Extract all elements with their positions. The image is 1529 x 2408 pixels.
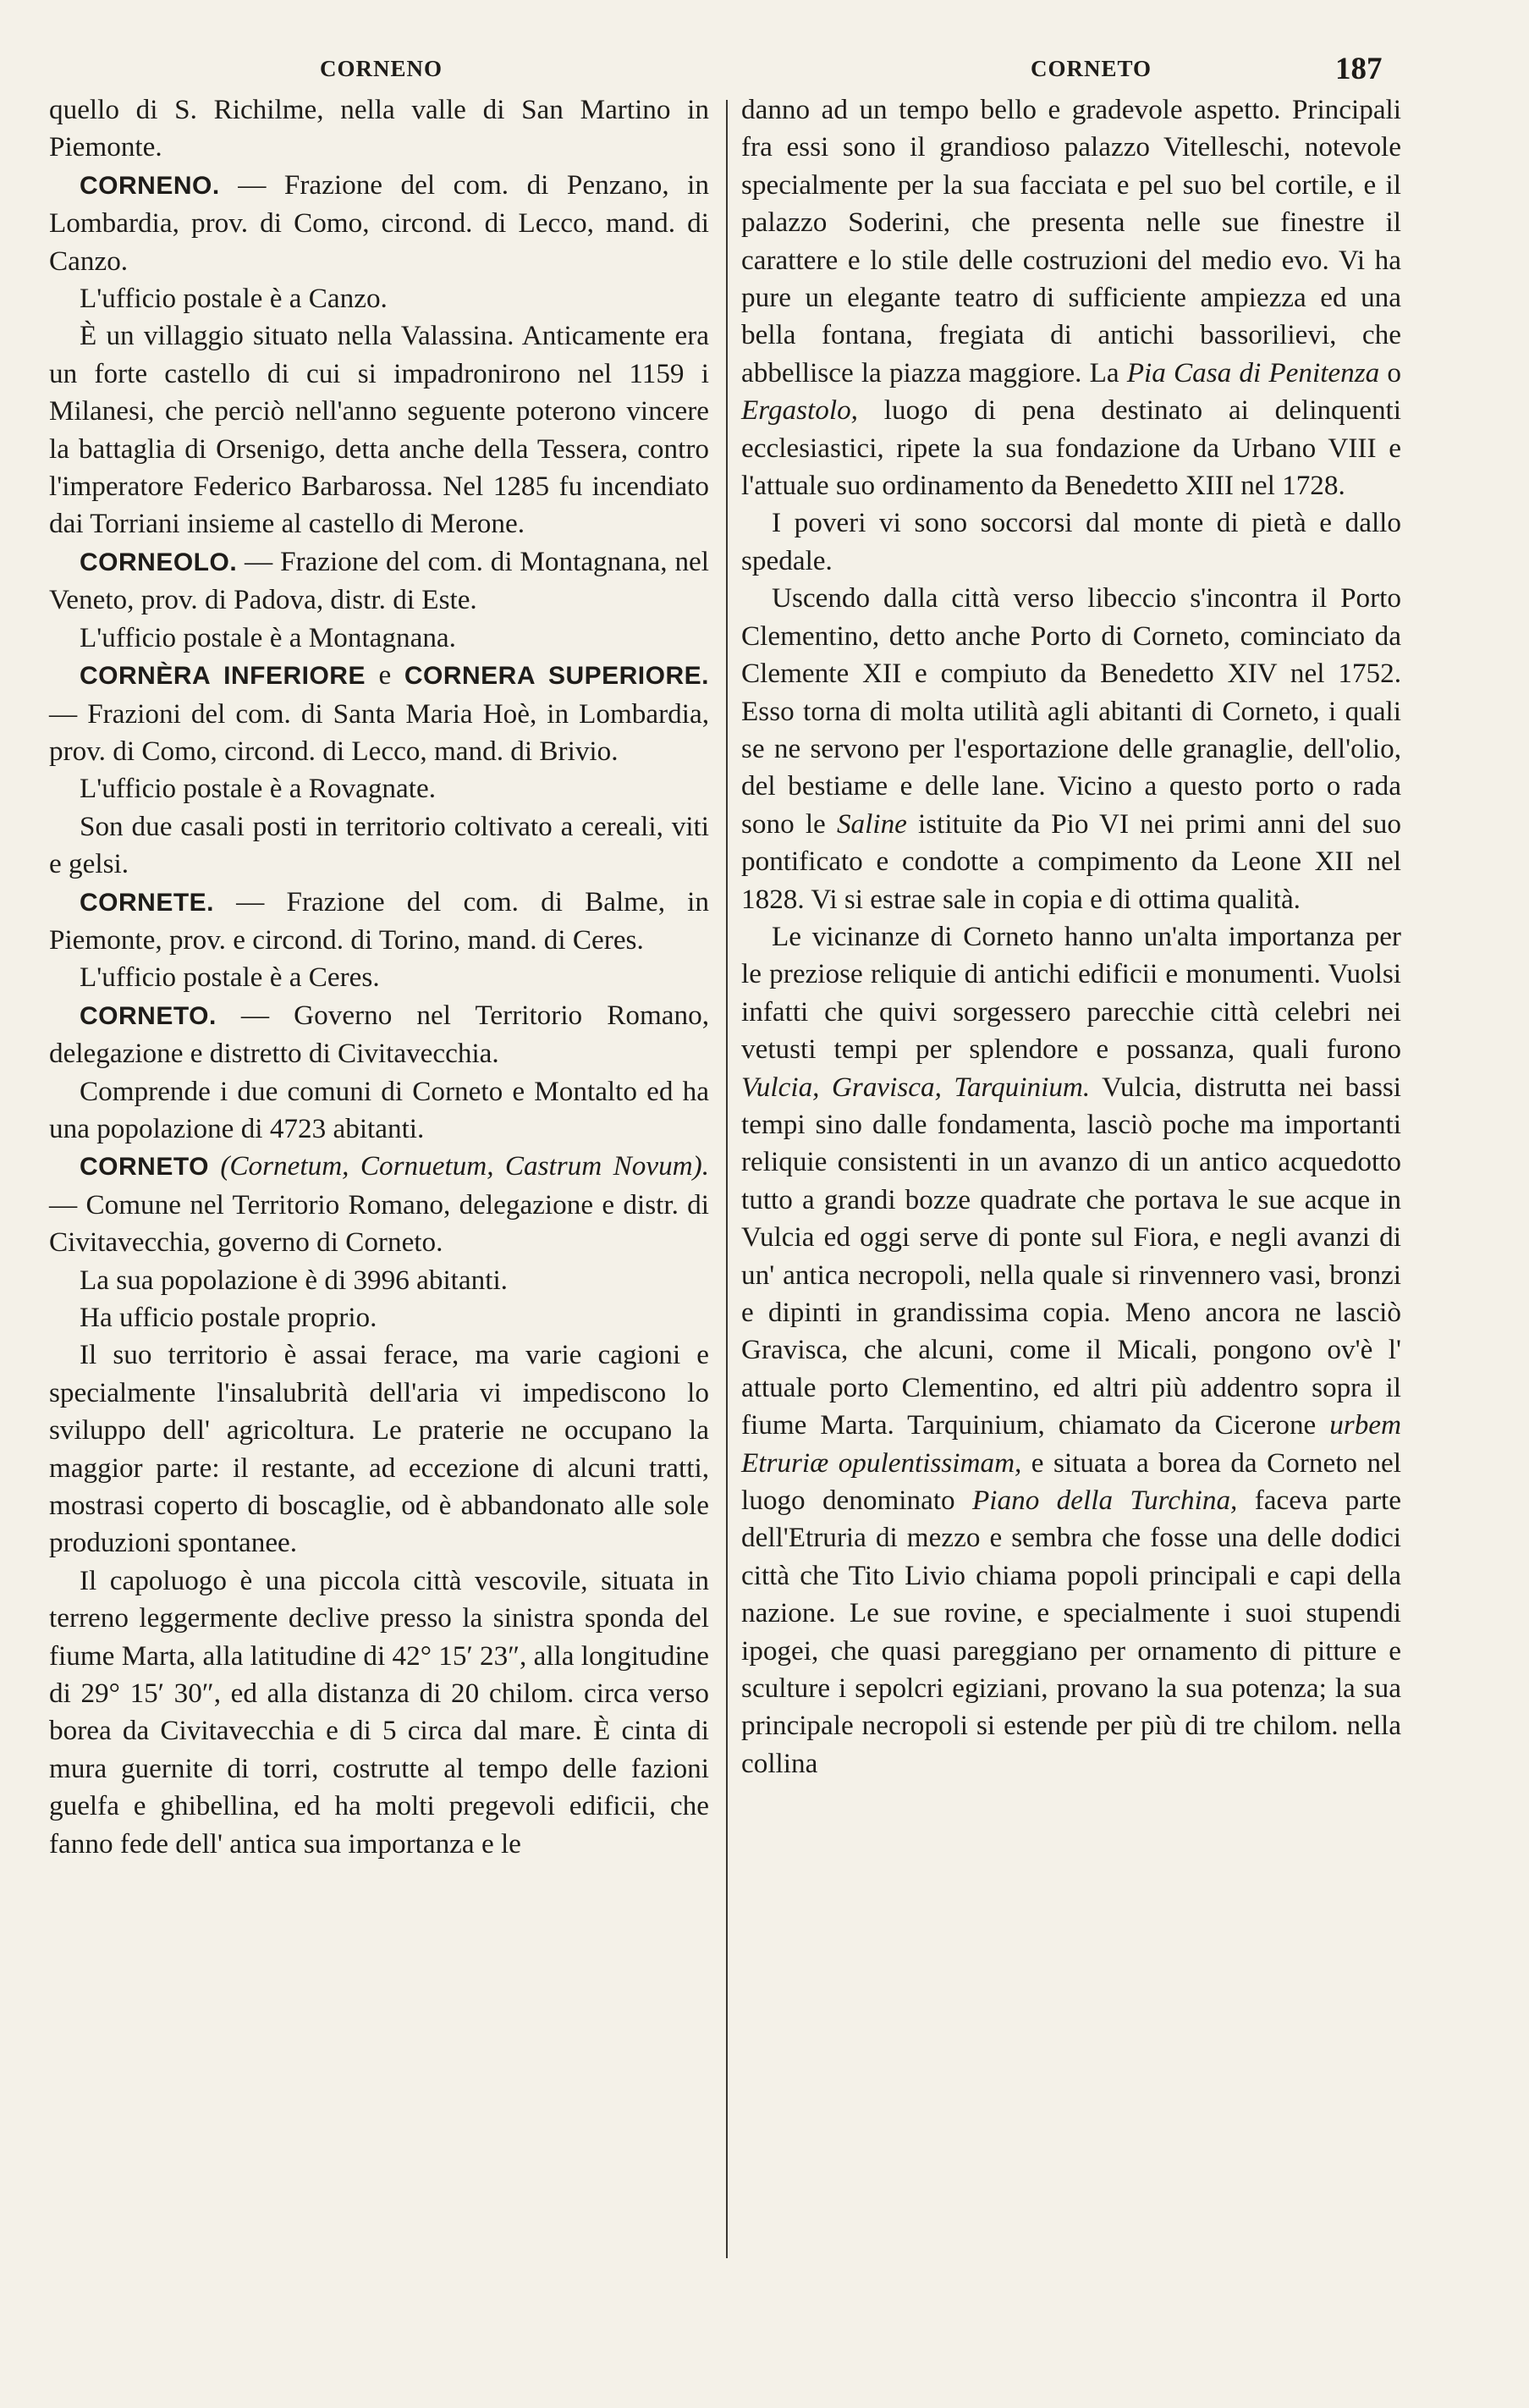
paragraph-text: quello di S. Richilme, nella valle di San Martino in Piemonte. — [49, 94, 709, 163]
body-paragraph — [741, 918, 1401, 1783]
running-head-left: CORNENO — [320, 56, 443, 81]
running-head-right: CORNETO — [1031, 56, 1152, 81]
entry-headword: CORNERA SUPERIORE. — [404, 662, 709, 691]
entry-headword: CORNENO. — [80, 171, 220, 200]
body-paragraph — [49, 1262, 709, 1299]
paragraph-text: L'ufficio postale è a Montagnana. — [80, 621, 456, 653]
entry-paragraph — [49, 1148, 709, 1261]
paragraph-text: Vulcia, distrutta nei bassi tempi sino dalle fondamenta, lasciò poche ma importanti reliquie consistenti in un avanzo di un antico acquedotto tutto a grandi bozze quadrate che portava le sue acque in Vulcia ed oggi serve di ponte sul Fiora, e negli avanzi di un' antica necropoli, nella quale si rinvennero vasi, bronzi e dipinti in grandissima copia. Meno ancora ne lasciò Gravisca, che alcuni, come il Micali, pongono ov'è l' attuale porto Clementino, ed altri più addentro sopra il fiume Marta. Tarquinium, chiamato da Cicerone — [741, 1071, 1401, 1441]
paragraph-text: L'ufficio postale è a Canzo. — [80, 283, 388, 315]
italic-term: Piano della Turchina, — [972, 1485, 1238, 1517]
body-paragraph — [49, 91, 709, 167]
latin-names: (Cornetum, Cornuetum, Castrum Novum). — [208, 1150, 709, 1182]
paragraph-text: — Frazione del com. di Montagnana, nel Veneto, prov. di Padova, distr. di Este. — [49, 545, 709, 616]
paragraph-text: L'ufficio postale è a Ceres. — [80, 962, 380, 994]
right-column — [741, 91, 1401, 1783]
body-paragraph — [49, 770, 709, 807]
entry-headword: CORNETO — [80, 1153, 209, 1182]
paragraph-text: La sua popolazione è di 3996 abitanti. — [80, 1264, 508, 1296]
entry-headword: CORNEOLO. — [80, 548, 238, 576]
entry-headword: CORNETE. — [80, 888, 215, 917]
paragraph-text: Ha ufficio postale proprio. — [80, 1302, 377, 1333]
italic-term: Pia Casa di Penitenza — [1126, 356, 1380, 388]
paragraph-text: I poveri vi sono soccorsi dal monte di pietà e dallo spedale. — [741, 507, 1401, 576]
body-paragraph — [49, 280, 709, 317]
body-paragraph — [741, 580, 1401, 918]
entry-paragraph — [49, 167, 709, 280]
paragraph-text: Son due casali posti in territorio coltivato a cereali, viti e gelsi. — [49, 810, 709, 880]
paragraph-text: Il suo territorio è assai ferace, ma varie cagioni e specialmente l'insalubrità dell'aria vi impediscono lo sviluppo dell' agricoltura. Le praterie ne occupano la maggior parte: il restante, ad eccezione di alcuni tratti, mostrasi coperto di boscaglie, od è abbandonato alle sole produzioni spontanee. — [49, 1339, 709, 1559]
page-number: 187 — [1335, 52, 1383, 86]
body-paragraph — [741, 504, 1401, 580]
paragraph-text: — Frazione del com. di Penzano, in Lombardia, prov. di Como, circond. di Lecco, mand. di Canzo. — [49, 168, 709, 277]
paragraph-text: o — [1379, 356, 1402, 388]
connector-text: e — [365, 659, 404, 692]
paragraph-text: Il capoluogo è una piccola città vescovile, situata in terreno leggermente declive presso la sinistra sponda del fiume Marta, alla latitudine di 42° 15′ 23″, alla longitudine di 29° 15′ 30″, ed alla distanza di 20 chilom. circa verso borea da Civitavecchia e di 5 circa dal mare. È cinta di mura guernite di torri, costrutte al tempo delle fazioni guelfa e ghibellina, ed ha molti pregevoli edificii, che fanno fede dell' antica sua importanza e le — [49, 1564, 709, 1860]
paragraph-text: — Comune nel Territorio Romano, delegazione e distr. di Civitavecchia, governo di Corneto. — [49, 1188, 709, 1259]
italic-term: urbem Etruriæ opulentissimam, — [741, 1409, 1401, 1479]
paragraph-text: danno ad un tempo bello e gradevole aspetto. Principali fra essi sono il grandioso palazzo Vitelleschi, notevole specialmente per la sua facciata e pel suo bel cortile, e il palazzo Soderini, che presenta nelle sue finestre il carattere e lo stile delle costruzioni del medio evo. Vi ha pure un elegante teatro di sufficiente ampiezza ed una bella fontana, fregiata di antichi bassorilievi, che abbellisce la piazza maggiore. La — [741, 94, 1401, 388]
left-column — [49, 91, 709, 1863]
entry-paragraph — [49, 997, 709, 1073]
paragraph-text: — Governo nel Territorio Romano, delegazione e distretto di Civitavecchia. — [49, 999, 709, 1070]
paragraph-text: È un villaggio situato nella Valassina. Anticamente era un forte castello di cui si impadronirono nel 1159 i Milanesi, che perciò nell'anno seguente poterono vincere la battaglia di Orsenigo, detta anche della Tessera, contro l'imperatore Federico Barbarossa. Nel 1285 fu incendiato dai Torriani insieme al castello di Merone. — [49, 320, 709, 540]
body-paragraph — [49, 1562, 709, 1863]
italic-term: Ergastolo, — [741, 394, 858, 427]
paragraph-text: Uscendo dalla città verso libeccio s'incontra il Porto Clementino, detto anche Porto di Corneto, cominciato da Clemente XII e compiuto da Benedetto XIV nel 1752. Esso torna di molta utilità agli abitanti di Corneto, i quali se ne servono per l'esportazione delle granaglie, dell'olio, del bestiame e delle lane. Vicino a questo porto o rada sono le — [741, 582, 1401, 840]
entry-headword: CORNÈRA INFERIORE — [80, 662, 366, 691]
paragraph-text: L'ufficio postale è a Rovagnate. — [80, 773, 436, 805]
body-paragraph — [49, 1336, 709, 1562]
paragraph-text: istituite da Pio VI nei primi anni del suo pontificato e condotte a compimento da Leone XII nel 1828. Vi si estrae sale in copia e di ottima qualità. — [741, 807, 1401, 915]
paragraph-text: luogo di pena destinato ai delinquenti ecclesiastici, ripete la sua fondazione da Urbano VIII e l'attuale suo ordinamento da Benedetto XIII nel 1728. — [741, 394, 1401, 502]
body-paragraph — [49, 1299, 709, 1336]
entry-paragraph — [49, 657, 709, 770]
column-divider — [726, 100, 728, 2258]
paragraph-text: Le vicinanze di Corneto hanno un'alta importanza per le preziose reliquie di antichi edificii e monumenti. Vuolsi infatti che quivi sorgessero parecchie città celebri nei vetusti tempi per splendore e possanza, quali furono — [741, 920, 1401, 1066]
entry-headword: CORNETO. — [80, 1001, 217, 1030]
body-paragraph — [49, 959, 709, 996]
body-paragraph — [49, 620, 709, 657]
paragraph-text: — Frazioni del com. di Santa Maria Hoè, in Lombardia, prov. di Como, circond. di Lecco, mand. di Brivio. — [49, 697, 709, 767]
italic-term: Saline — [836, 807, 907, 840]
entry-paragraph — [49, 884, 709, 960]
body-paragraph — [49, 808, 709, 884]
paragraph-text: e situata a borea da Corneto nel luogo denominato — [741, 1446, 1401, 1517]
italic-term: Vulcia, Gravisca, Tarquinium. — [741, 1071, 1091, 1103]
entry-paragraph — [49, 543, 709, 620]
paragraph-text: Comprende i due comuni di Corneto e Montalto ed ha una popolazione di 4723 abitanti. — [49, 1075, 709, 1144]
body-paragraph — [741, 91, 1401, 504]
body-paragraph — [49, 1073, 709, 1149]
body-paragraph — [49, 317, 709, 543]
paragraph-text: — Frazione del com. di Balme, in Piemonte, prov. e circond. di Torino, mand. di Ceres. — [49, 885, 709, 956]
paragraph-text: faceva parte dell'Etruria di mezzo e sembra che fosse una delle dodici città che Tito Livio chiama popoli principali e capi della nazione. Le sue rovine, e specialmente i suoi stupendi ipogei, che quasi pareggiano per ornamento di pitture e sculture i sepolcri egiziani, provano la sua potenza; la sua principale necropoli si estende per più di tre chilom. nella collina — [741, 1485, 1401, 1779]
